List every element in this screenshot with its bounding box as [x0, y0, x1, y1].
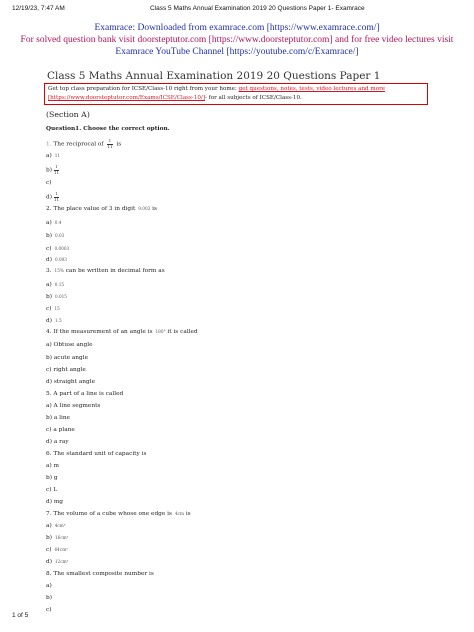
option-value: 0.15 — [54, 282, 65, 287]
option-label: c) — [46, 547, 52, 553]
question-2 — [46, 206, 157, 212]
q5-option-d: d) a ray — [46, 439, 69, 445]
frac-numerator: 1 — [55, 191, 58, 196]
question-block-heading — [46, 126, 170, 132]
question-8: 8. The smallest composite number is — [46, 571, 154, 577]
question-1 — [46, 139, 121, 149]
q4-text: 4. If the measurement of an angle is — [46, 329, 153, 335]
option-value: 1.5 — [54, 318, 62, 323]
option-fraction — [54, 192, 59, 202]
q4-option-a: a) Obtuse angle — [46, 342, 93, 348]
q7-option-a — [46, 523, 65, 529]
option-label: d) — [46, 559, 52, 565]
q8-option-c: c) — [46, 607, 52, 613]
q3-option-d — [46, 318, 62, 324]
option-label: b) — [46, 294, 52, 300]
q4-option-d: d) straight angle — [46, 379, 96, 385]
examrace-banner — [0, 22, 474, 58]
q2-math: 9.003 — [138, 206, 151, 211]
option-label: d) — [46, 194, 52, 201]
option-label: a) — [46, 523, 52, 529]
question-4 — [46, 329, 198, 335]
question-6: 6. The standard unit of capacity is — [46, 451, 147, 457]
question-7 — [46, 511, 191, 517]
print-datetime: 12/19/23, 7:47 AM — [12, 5, 65, 12]
q3-option-c — [46, 306, 60, 312]
option-value: 64cm³ — [54, 547, 68, 552]
option-label: c) — [46, 180, 52, 186]
q7-math: 4cm — [175, 511, 184, 516]
question-5: 5. A part of a line is called — [46, 391, 124, 397]
q8-option-a: a) — [46, 583, 52, 589]
question-3 — [46, 268, 165, 274]
q1-text: The reciprocal of — [53, 141, 104, 148]
option-value: 11 — [54, 153, 61, 158]
q1-number: 1. — [46, 141, 52, 148]
option-value: 0.003 — [54, 257, 67, 262]
callout-tail-text: - for all subjects of ICSE/Class-10. — [205, 95, 302, 101]
option-value: 16cm³ — [54, 535, 69, 540]
option-label: b) — [46, 167, 52, 174]
q3-option-b — [46, 294, 67, 300]
q1-suffix: is — [116, 141, 122, 148]
document-title: Class 5 Maths Annual Examination 2019 20 Questions Paper 1 — [47, 70, 381, 82]
option-label: a) — [46, 220, 52, 226]
q6-option-a: a) m — [46, 463, 60, 469]
option-value: 4cm³ — [54, 523, 66, 528]
q4-suffix: it is called — [167, 329, 198, 335]
option-fraction — [54, 165, 59, 175]
q2-text: 2. The place value of 3 in digit — [46, 206, 136, 212]
option-label: b) — [46, 535, 52, 541]
option-value: 0.4 — [54, 220, 62, 225]
banner-line-2[interactable]: For solved question bank visit doorsteptutor.com [https://www.doorsteptutor.com] and for free video lectures visit — [20, 35, 454, 45]
callout-link[interactable]: get questions, notes, tests, video lectures and more — [238, 86, 386, 92]
option-label: a) — [46, 282, 52, 288]
option-value: 0.0003 — [54, 246, 70, 251]
q3-option-a — [46, 282, 64, 288]
option-label: d) — [46, 318, 52, 324]
option-value: 15 — [54, 306, 60, 311]
q3-math: 15% — [54, 268, 64, 273]
q2-option-a — [46, 220, 61, 226]
q7-option-c — [46, 547, 68, 553]
q6-option-b: b) g — [46, 475, 58, 481]
q5-option-c: c) a plane — [46, 427, 75, 433]
q4-option-b: b) acute angle — [46, 355, 89, 361]
q2-suffix: is — [152, 206, 157, 212]
q7-option-b — [46, 535, 68, 541]
frac-denominator: 11 — [53, 196, 60, 202]
frac-denominator: 11 — [53, 169, 60, 175]
q1-option-c — [46, 180, 52, 186]
option-label: d) — [46, 257, 52, 263]
option-value: 12cm³ — [54, 559, 69, 564]
q1-frac-denominator: 11 — [107, 143, 113, 149]
q1-fraction — [107, 139, 112, 149]
option-label: c) — [46, 306, 52, 312]
q5-option-a: a) A line segments — [46, 403, 101, 409]
option-label: a) — [46, 153, 52, 159]
banner-line-1[interactable]: Examrace: Downloaded from examrace.com [https://www.examrace.com/] — [94, 23, 380, 33]
q6-option-c: c) L — [46, 487, 58, 493]
q1-option-b — [46, 165, 61, 175]
q2-option-b — [46, 233, 64, 239]
option-value: 0.03 — [54, 233, 65, 238]
option-label: c) — [46, 246, 52, 252]
q3-prefix: 3. — [46, 268, 52, 274]
print-page-title: Class 5 Maths Annual Examination 2019 20 Questions Paper 1- Examrace — [150, 5, 365, 12]
q7-suffix: is — [185, 511, 191, 517]
callout-lead-text: Get top class preparation for ICSE/Class-10 right from your home: — [48, 86, 239, 92]
q8-option-b: b) — [46, 595, 52, 601]
option-label: b) — [46, 233, 52, 239]
q4-math: 180° — [155, 329, 166, 334]
option-value: 0.015 — [54, 294, 67, 299]
q5-option-b: b) a line — [46, 415, 70, 421]
q1-option-a — [46, 153, 60, 159]
q2-option-c — [46, 246, 69, 252]
banner-line-3[interactable]: Examrace YouTube Channel [https://youtube.com/c/Examrace/] — [115, 47, 359, 57]
q3-text: can be written in decimal form as — [65, 268, 165, 274]
question-heading: Question1. Choose the correct option. — [46, 126, 170, 132]
q6-option-d: d) mg — [46, 499, 64, 505]
q1-option-d — [46, 192, 61, 202]
promo-callout-box — [44, 83, 428, 105]
q2-option-d — [46, 257, 67, 263]
section-heading: (Section A) — [46, 110, 90, 119]
frac-numerator: 1 — [55, 164, 58, 169]
page-counter: 1 of 5 — [12, 612, 29, 619]
callout-url-link[interactable]: [https://www.doorsteptutor.com/Exams/ICSE/Class-10/] — [48, 95, 205, 101]
q7-text: 7. The volume of a cube whose one edge is — [46, 511, 172, 517]
q1-frac-numerator: 1 — [108, 138, 112, 143]
q4-option-c: c) right angle — [46, 367, 86, 373]
browser-print-header — [0, 0, 474, 14]
q7-option-d — [46, 559, 68, 565]
